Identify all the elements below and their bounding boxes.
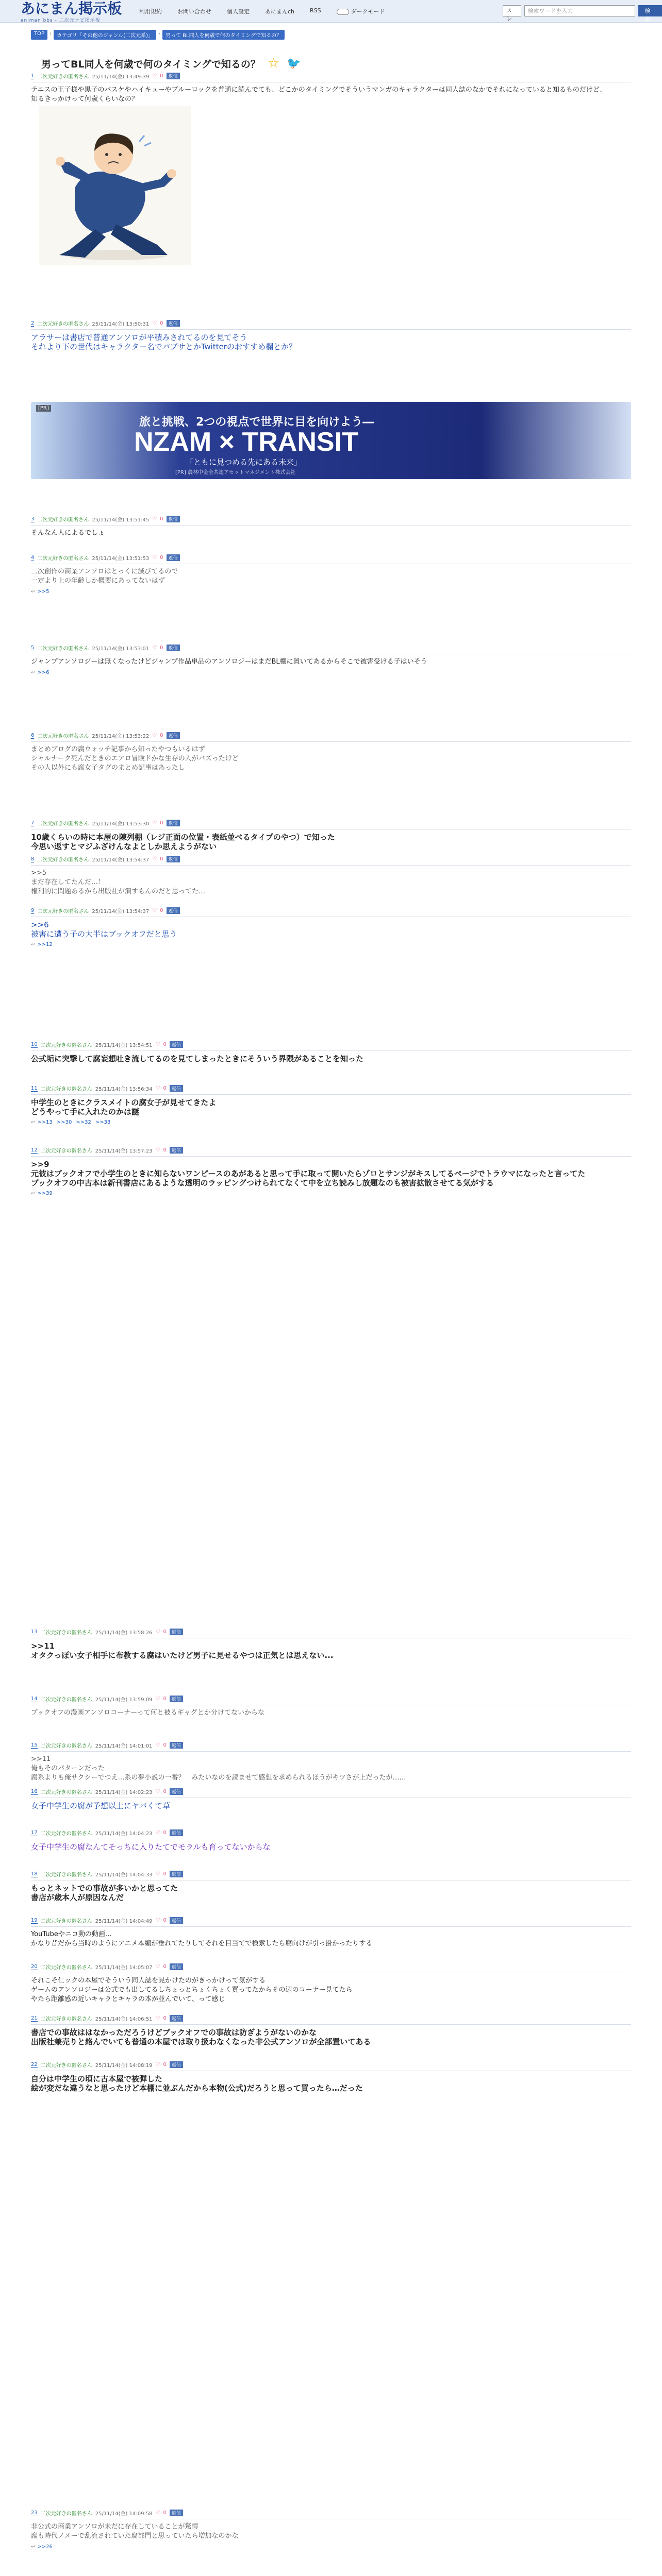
post-illustration [39, 106, 191, 265]
post-meta [31, 907, 631, 917]
post-number[interactable]: 19 [31, 1917, 38, 1923]
like-count: 0 [163, 1086, 167, 1091]
reply-anchors [31, 942, 631, 947]
nav-contact[interactable]: お問い合わせ [177, 8, 211, 15]
reply-button[interactable]: 返信 [170, 1041, 183, 1048]
like-count: 0 [163, 1042, 167, 1047]
post-number[interactable]: 10 [31, 1041, 38, 1047]
post-number[interactable]: 17 [31, 1829, 38, 1836]
post-meta [31, 2014, 631, 2025]
ad-sponsor: [PR] 農林中金全共連アセットマネジメント株式会社 [175, 470, 296, 476]
post-body: YouTubeやニコ動の動画… かなり昔だから当時のようにアニメ本編が垂れてたりしてそれを目当てで検索したら腐向けが引っ掛かったりする [31, 1930, 373, 1947]
heart-icon[interactable]: ♡ [152, 820, 157, 826]
post [31, 907, 631, 947]
thread-title: 男ってBL同人を何歳で何のタイミングで知るの？ [41, 58, 260, 70]
post-date: 25/11/14(金) 14:04:23 [95, 1831, 153, 1837]
reply-button[interactable]: 返信 [170, 1085, 183, 1092]
reply-button[interactable]: 返信 [170, 1147, 183, 1154]
post-body: 女子中学生の腐が予想以上にヤバくて草 [31, 1801, 171, 1810]
heart-icon[interactable]: ♡ [155, 1147, 160, 1153]
reply-button[interactable]: 返信 [167, 732, 180, 739]
post-author: 二次元好きの匿名さん [40, 1919, 92, 1924]
reply-button[interactable]: 返信 [170, 2061, 183, 2068]
reply-button[interactable]: 返信 [167, 645, 180, 651]
like-count: 0 [163, 1871, 167, 1877]
post [31, 1829, 631, 1852]
post [31, 1146, 631, 1196]
ad-line3: 「ともに見つめる先にある未来」 [186, 457, 302, 467]
ad-banner[interactable] [31, 402, 631, 479]
post-date: 25/11/14(金) 13:53:22 [92, 734, 150, 739]
toggle-switch-icon[interactable] [337, 9, 349, 15]
post-date: 25/11/14(金) 14:01:01 [95, 1743, 153, 1749]
like-count: 0 [163, 1789, 167, 1794]
nav-terms[interactable]: 利用規約 [139, 8, 162, 15]
post-meta [31, 2509, 631, 2519]
favorite-star-icon[interactable]: ☆ [267, 56, 280, 71]
post [31, 1963, 631, 2004]
post-body: ブックオフの漫画アンソロコーナーって何と被るギャグとか分けてないからな [31, 1709, 264, 1717]
heart-icon[interactable]: ♡ [152, 908, 157, 913]
like-count: 0 [163, 1830, 167, 1836]
post-number[interactable]: 16 [31, 1788, 38, 1794]
post-meta [31, 1741, 631, 1752]
breadcrumb-top[interactable]: TOP [31, 30, 47, 40]
post-number[interactable]: 8 [31, 856, 35, 862]
heart-icon[interactable]: ♡ [152, 320, 157, 326]
anchor-link[interactable]: >>32 [76, 1120, 91, 1125]
post-author: 二次元好きの匿名さん [37, 517, 89, 523]
logo-title[interactable]: あにまん掲示板 [21, 1, 122, 17]
post-meta [31, 732, 631, 742]
reply-button[interactable]: 返信 [167, 856, 180, 862]
post [31, 319, 631, 351]
post [31, 1628, 631, 1660]
reply-button[interactable]: 返信 [170, 1917, 183, 1924]
post-author: 二次元好きの匿名さん [40, 1831, 92, 1837]
post-author: 二次元好きの匿名さん [37, 556, 89, 562]
like-count: 0 [163, 2510, 167, 2516]
post-date: 25/11/14(金) 13:51:53 [92, 556, 150, 562]
anchor-link[interactable]: >>30 [56, 1120, 72, 1125]
post-author: 二次元好きの匿名さん [37, 857, 89, 863]
post-author: 二次元好きの匿名さん [37, 646, 89, 652]
post-number[interactable]: 15 [31, 1742, 38, 1748]
post [31, 1041, 631, 1063]
search-area [503, 5, 662, 23]
ad-label: [PR] [36, 405, 51, 412]
post-date: 25/11/14(金) 13:49:39 [92, 74, 150, 80]
reply-button[interactable]: 返信 [167, 516, 180, 522]
breadcrumb-separator: › [158, 31, 160, 37]
post-date: 25/11/14(金) 13:53:30 [92, 821, 150, 827]
anchor-link[interactable]: >>5 [37, 589, 49, 595]
post-author: 二次元好きの匿名さん [40, 1087, 92, 1092]
heart-icon[interactable]: ♡ [152, 645, 157, 651]
post-number[interactable]: 3 [31, 516, 35, 522]
like-count: 0 [163, 1742, 167, 1748]
post-number[interactable]: 2 [31, 320, 35, 326]
reply-button[interactable]: 返信 [170, 1629, 183, 1635]
heart-icon[interactable]: ♡ [155, 1696, 160, 1702]
post-author: 二次元好きの匿名さん [40, 1148, 92, 1154]
post-number[interactable]: 7 [31, 820, 35, 826]
post-number[interactable]: 13 [31, 1629, 38, 1635]
post-meta [31, 1628, 631, 1638]
dark-mode-label: ダークモード [351, 8, 385, 15]
post-meta [31, 72, 631, 82]
like-count: 0 [160, 820, 163, 826]
heart-icon[interactable]: ♡ [152, 516, 157, 522]
post [31, 515, 631, 538]
post-body: ジャンプアンソロジーは無くなったけどジャンプ作品単品のアンソロジーはまだBL棚に置いてあるからそこで被害受ける子はいそう [31, 658, 427, 666]
anchor-link[interactable]: >>12 [37, 942, 53, 947]
heart-icon[interactable]: ♡ [152, 856, 157, 862]
post-author: 二次元好きの匿名さん [40, 2063, 92, 2069]
post-meta [31, 319, 631, 330]
post-author: 二次元好きの匿名さん [37, 821, 89, 827]
post [31, 1084, 631, 1125]
like-count: 0 [160, 856, 163, 862]
nav-animanch[interactable]: あにまんch [265, 8, 295, 15]
post-author: 二次元好きの匿名さん [40, 2016, 92, 2022]
like-count: 0 [163, 1964, 167, 1970]
reply-button[interactable]: 返信 [167, 820, 180, 826]
search-button[interactable]: 検索 [638, 5, 662, 16]
anchor-link[interactable]: >>6 [37, 670, 49, 675]
post-body: 公式垢に突撃して腐妄想吐き流してるのを見てしまったときにそういう界隈があることを知った [31, 1054, 364, 1063]
post [31, 819, 631, 851]
post-number[interactable]: 23 [31, 2510, 38, 2516]
breadcrumb-category[interactable]: カテゴリ「その他のジャンル(二次元系)」 [54, 30, 156, 40]
like-count: 0 [163, 2015, 167, 2021]
post [31, 1870, 631, 1902]
post-body: 女子中学生の腐なんてそっちに入りたてでモラルも育ってないからな [31, 1842, 271, 1852]
post-body: >>11 俺もそのパターンだった 腐系よりも俺サクシーでつえ…系の夢小説の一番？ みたいなのを読ませて感想を求められるほうがキツさが上だったが…… [31, 1755, 406, 1782]
reply-anchors [31, 589, 631, 595]
heart-icon[interactable]: ♡ [155, 1964, 160, 1970]
reply-button[interactable]: 返信 [170, 1742, 183, 1749]
thread-title-row [41, 56, 301, 71]
post-author: 二次元好きの匿名さん [40, 1790, 92, 1795]
post-author: 二次元好きの匿名さん [37, 909, 89, 914]
post-body: >>11 オタクっぽい女子相手に布教する腐はいたけど男子に見せるやつは正気とは思えない... [31, 1641, 334, 1660]
nav-settings[interactable]: 個人設定 [227, 8, 250, 15]
post-number[interactable]: 22 [31, 2061, 38, 2067]
anchor-link[interactable]: >>33 [95, 1120, 111, 1125]
post-body: >>6 被害に遭う子の大半はブックオフだと思う [31, 920, 177, 939]
post [31, 1917, 631, 1948]
post-body: 10歳くらいの時に本屋の陳列棚（レジ正面の位置・表紙並べるタイプのやつ）で知った 今思い返すとマジふざけんなよとしか思えようがない [31, 833, 335, 851]
post-author: 二次元好きの匿名さん [40, 1743, 92, 1749]
post-number[interactable]: 1 [31, 73, 35, 79]
post-number[interactable]: 4 [31, 554, 35, 561]
reply-arrow-icon: ↩ [31, 1120, 36, 1125]
reply-button[interactable]: 返信 [170, 1871, 183, 1877]
post-body: 自分は中学生の頃に古本屋で被弾した 絵が変だな違うなと思ったけど本棚に並ぶんだから本物(公式)だろうと思って買ったら…だった [31, 2074, 363, 2093]
search-input[interactable]: 検索ワードを入力 [524, 5, 636, 16]
reply-arrow-icon: ↩ [31, 2544, 36, 2550]
post-date: 25/11/14(金) 13:50:31 [92, 321, 150, 327]
ad-line1: 旅と挑戦、2つの視点で世界に目を向けよう― [139, 416, 374, 429]
post-date: 25/11/14(金) 13:53:01 [92, 646, 150, 652]
post-meta [31, 1829, 631, 1839]
reply-button[interactable]: 返信 [170, 1696, 183, 1702]
site-logo[interactable] [21, 2, 122, 23]
post-date: 25/11/14(金) 14:04:49 [95, 1919, 153, 1924]
heart-icon[interactable]: ♡ [155, 1789, 160, 1794]
post [31, 1741, 631, 1783]
post-meta [31, 1917, 631, 1927]
post-author: 二次元好きの匿名さん [40, 1965, 92, 1971]
post-number[interactable]: 12 [31, 1147, 38, 1153]
post-meta [31, 554, 631, 564]
heart-icon[interactable]: ♡ [152, 733, 157, 738]
post-author: 二次元好きの匿名さん [40, 1872, 92, 1878]
reply-anchors [31, 1120, 631, 1125]
like-count: 0 [163, 1629, 167, 1635]
post-number[interactable]: 6 [31, 732, 35, 738]
like-count: 0 [160, 908, 163, 913]
heart-icon[interactable]: ♡ [152, 555, 157, 561]
post [31, 2509, 631, 2550]
like-count: 0 [163, 1147, 167, 1153]
post-number[interactable]: 20 [31, 1963, 38, 1970]
post-body: そんなん人によるでしょ [31, 529, 105, 537]
top-nav [139, 7, 385, 15]
reply-button[interactable]: 返信 [167, 320, 180, 327]
post-meta [31, 2061, 631, 2071]
reply-button[interactable]: 返信 [170, 1963, 183, 1970]
post-meta [31, 855, 631, 866]
site-header [0, 0, 662, 23]
breadcrumb-thread[interactable]: 男って BL同人を何歳で何のタイミングで知るの？ [162, 30, 285, 40]
post-date: 25/11/14(金) 13:56:34 [95, 1087, 153, 1092]
post-meta [31, 1870, 631, 1880]
heart-icon[interactable]: ♡ [155, 2510, 160, 2516]
dark-mode-toggle[interactable] [337, 7, 385, 15]
post-date: 25/11/14(金) 14:04:33 [95, 1872, 153, 1878]
post-body: >>5 まだ存在してたんだ…！ 権利的に問題あるから出版社が潰すもんのだと思ってた… [31, 869, 206, 895]
post [31, 2061, 631, 2093]
post-date: 25/11/14(金) 13:58:26 [95, 1630, 153, 1636]
post-date: 25/11/14(金) 13:54:37 [92, 857, 150, 863]
post-date: 25/11/14(金) 13:59:09 [95, 1697, 153, 1703]
reply-button[interactable]: 返信 [170, 2015, 183, 2022]
reply-button[interactable]: 返信 [170, 1788, 183, 1795]
like-count: 0 [160, 645, 163, 651]
post-meta [31, 1084, 631, 1095]
ad-headline: NZAM × TRANSIT [134, 427, 358, 457]
reply-arrow-icon: ↩ [31, 1191, 36, 1196]
post [31, 1695, 631, 1718]
post [31, 732, 631, 773]
breadcrumb [31, 30, 285, 40]
post-date: 25/11/14(金) 14:06:51 [95, 2016, 153, 2022]
reply-anchors [31, 2544, 631, 2550]
reply-button[interactable]: 返信 [167, 73, 180, 79]
post [31, 72, 631, 104]
heart-icon[interactable]: ♡ [152, 73, 157, 79]
reply-arrow-icon: ↩ [31, 942, 36, 947]
reply-button[interactable]: 返信 [170, 2510, 183, 2516]
post-date: 25/11/14(金) 14:09:58 [95, 2511, 153, 2517]
like-count: 0 [163, 1696, 167, 1702]
post-author: 二次元好きの匿名さん [40, 1043, 92, 1048]
post-number[interactable]: 14 [31, 1696, 38, 1702]
post-date: 25/11/14(金) 13:54:37 [92, 909, 150, 914]
post-number[interactable]: 11 [31, 1085, 38, 1091]
post-author: 二次元好きの匿名さん [40, 2511, 92, 2517]
post-body: >>9 元彼はブックオフで小学生のときに知らないワンピースのあがあると思って手に取って開いたらゾロとサンジがキスしてるページでトラウマになったと言ってた ブックオフの中古本は新刊書店にあるような透明のラッピングつけられてなくて中を立ち読みし放題なのも被害拡散させてる気がする [31, 1160, 586, 1188]
heart-icon[interactable]: ♡ [155, 1742, 160, 1748]
post-date: 25/11/14(金) 14:08:19 [95, 2063, 153, 2069]
reply-button[interactable]: 返信 [170, 1829, 183, 1836]
post-body: それこそ仁ックの本屋でそういう同人誌を見かけたのがきっかけって気がする ゲームのアンソロジーは公式でも出してるしちょっとちょくちょく買ってたからその辺のコーナー見てたら やたら距離感の近いキャラとキャラの本が並んでいて、って感じ [31, 1977, 353, 2003]
breadcrumb-separator: › [49, 31, 52, 37]
post-body: テニスの王子様や黒子のバスケやハイキューやブルーロックを普通に読んでても、どこかのタイミングでそういうマンガのキャラクターは同人誌のなかでそれになっていると知るものだけど、知るきっかけって何歳くらいなの？ [31, 86, 606, 103]
like-count: 0 [160, 733, 163, 738]
heart-icon[interactable]: ♡ [155, 1042, 160, 1047]
post-date: 25/11/14(金) 13:57:23 [95, 1148, 153, 1154]
logo-subtitle: animan bbs - 二次元ナビ掲示板 [21, 18, 101, 23]
post-number[interactable]: 9 [31, 907, 35, 913]
anchor-link[interactable]: >>39 [37, 1191, 53, 1196]
anchor-link[interactable]: >>13 [37, 1120, 53, 1125]
post-author: 二次元好きの匿名さん [40, 1697, 92, 1703]
reply-arrow-icon: ↩ [31, 589, 36, 595]
like-count: 0 [163, 2062, 167, 2067]
like-count: 0 [160, 320, 163, 326]
post-meta [31, 819, 631, 829]
nav-rss[interactable]: RSS [310, 7, 321, 14]
heart-icon[interactable]: ♡ [155, 1629, 160, 1635]
post-body: 書店での事故ははなかっただろうけどブックオフでの事故は防ぎようがないのかな 出版社兼売りと絡んでいても普通の本屋では取り扱わなくなった非公式アンソロが全部置いてある [31, 2028, 371, 2046]
heart-icon[interactable]: ♡ [155, 1830, 160, 1836]
post-body: 二次創作の商業アンソロはとっくに滅びてるので 一定より上の年齢しか概要にあってないはず [31, 568, 178, 585]
search-scope-select[interactable]: スレ [503, 5, 521, 16]
like-count: 0 [163, 1918, 167, 1923]
post-author: 二次元好きの匿名さん [37, 734, 89, 739]
post-meta [31, 1963, 631, 1973]
reply-anchors [31, 670, 631, 675]
like-count: 0 [160, 516, 163, 522]
post-date: 25/11/14(金) 14:05:07 [95, 1965, 153, 1971]
post-meta [31, 644, 631, 654]
post-date: 25/11/14(金) 13:54:51 [95, 1043, 153, 1048]
post [31, 1788, 631, 1810]
reply-arrow-icon: ↩ [31, 670, 36, 675]
post [31, 644, 631, 675]
reply-anchors [31, 1191, 631, 1196]
post-number[interactable]: 5 [31, 645, 35, 651]
heart-icon[interactable]: ♡ [155, 2062, 160, 2067]
post-meta [31, 1695, 631, 1705]
post-body: もっとネットでの事故が多いかと思ってた 書店が歳本人が原因なんだ [31, 1884, 178, 1902]
heart-icon[interactable]: ♡ [155, 1918, 160, 1923]
post-date: 25/11/14(金) 14:02:23 [95, 1790, 153, 1795]
post-meta [31, 1041, 631, 1051]
post [31, 2014, 631, 2046]
reply-button[interactable]: 返信 [167, 554, 180, 561]
post-body: 中学生のときにクラスメイトの腐女子が見せてきたよ どうやって手に入れたのかは謎 [31, 1098, 217, 1116]
twitter-share-icon[interactable]: 🐦 [287, 57, 301, 70]
post-number[interactable]: 18 [31, 1871, 38, 1877]
post-meta [31, 1146, 631, 1157]
like-count: 0 [160, 555, 163, 561]
anchor-link[interactable]: >>26 [37, 2544, 53, 2550]
post-meta [31, 515, 631, 526]
reply-button[interactable]: 返信 [167, 907, 180, 914]
post-author: 二次元好きの匿名さん [40, 1630, 92, 1636]
heart-icon[interactable]: ♡ [155, 1871, 160, 1877]
post-body: まとめブログの腐ウォッチ記事から知ったやつもいるはず シャルナーク死んだときのエアロ冒険ドかな生存の人がバズったけど その人以外にも腐女子タグのまとめ記事はあったし [31, 745, 239, 772]
post-body: 非公式の商業アンソロが未だに存在していることが驚愕 腐も時代ノメーで乱流されていた腐部門と思っていたら増加なのかな [31, 2523, 239, 2540]
post-meta [31, 1788, 631, 1798]
post [31, 554, 631, 595]
like-count: 0 [160, 73, 163, 79]
heart-icon[interactable]: ♡ [155, 2015, 160, 2021]
heart-icon[interactable]: ♡ [155, 1086, 160, 1091]
post-date: 25/11/14(金) 13:51:45 [92, 517, 150, 523]
post-author: 二次元好きの匿名さん [37, 321, 89, 327]
post-author: 二次元好きの匿名さん [37, 74, 89, 80]
post-body: アラサーは書店で普通アンソロが平積みされてるのを見てそう それより下の世代はキャラクター名でパブサとかTwitterのおすすめ欄とか？ [31, 333, 297, 351]
post [31, 855, 631, 896]
post-number[interactable]: 21 [31, 2015, 38, 2021]
